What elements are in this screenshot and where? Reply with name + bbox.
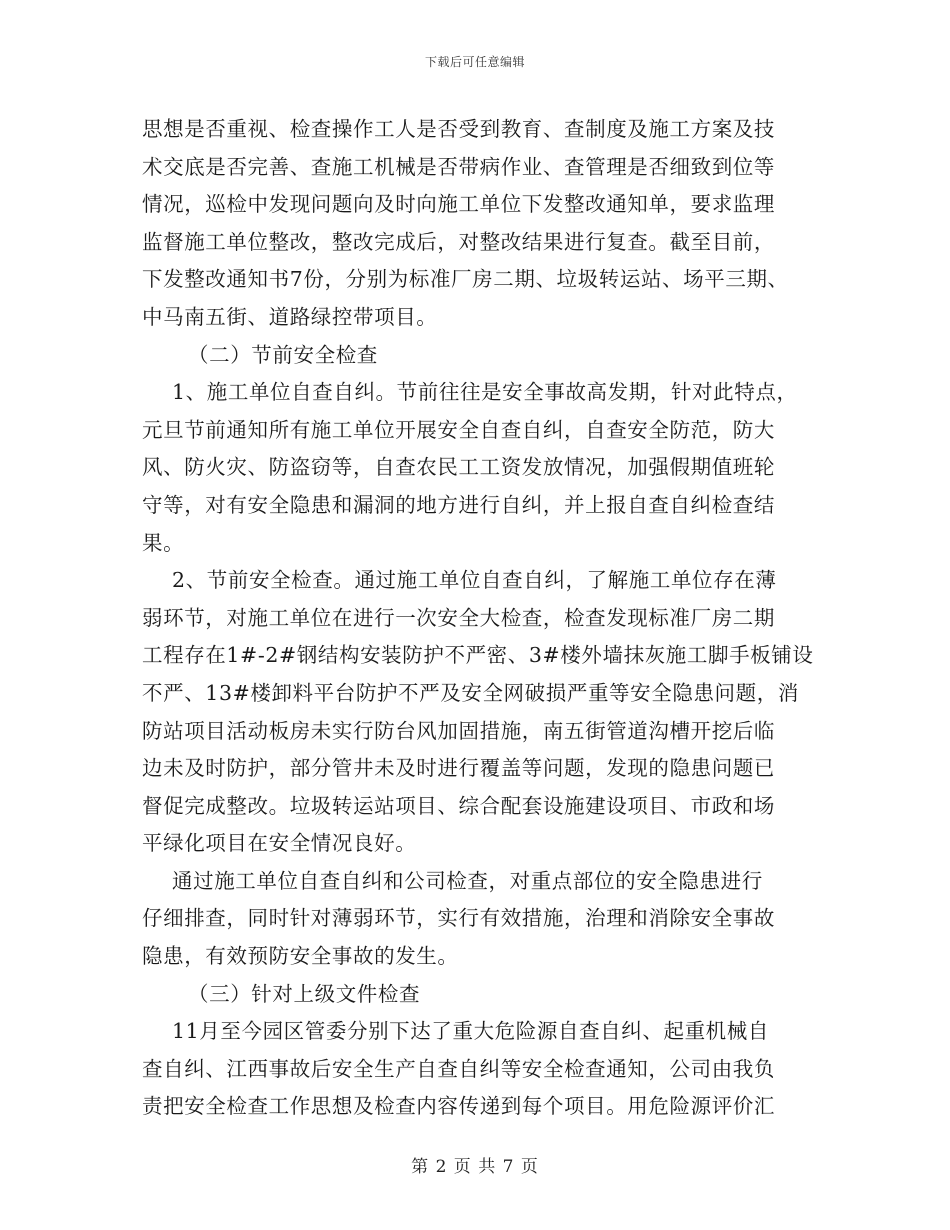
text-line: 监督施工单位整改，整改完成后，对整改结果进行复查。截至目前， [142,229,775,254]
text-line: 通过施工单位自查自纠和公司检查，对重点部位的安全隐患进行 [172,868,763,893]
text-line: 果。 [142,530,185,555]
text-line: 查自纠、江西事故后安全生产自查自纠等安全检查通知，公司由我负 [142,1056,775,1081]
document-body [142,111,828,1126]
text-line: 工程存在1#-2#钢结构安装防护不严密、3#楼外墙抹灰施工脚手板铺设 [142,643,814,668]
text-line: 隐患，有效预防安全事故的发生。 [142,944,459,969]
text-line: 11月至今园区管委分别下达了重大危险源自查自纠、起重机械自 [172,1019,769,1044]
text-line: 责把安全检查工作思想及检查内容传递到每个项目。用危险源评价汇 [142,1094,775,1119]
text-line: 风、防火灾、防盗窃等，自查农民工工资发放情况，加强假期值班轮 [142,455,775,480]
text-line: 仔细排查，同时针对薄弱环节，实行有效措施，治理和消除安全事故 [142,906,775,931]
text-line: 守等，对有安全隐患和漏洞的地方进行自纠，并上报自查自纠检查结 [142,492,775,517]
text-line: （三）针对上级文件检查 [188,981,421,1006]
text-line: 下发整改通知书7份，分别为标准厂房二期、垃圾转运站、场平三期、 [142,267,789,292]
page-number: 第 2 页 共 7 页 [411,1157,539,1177]
text-line: 1、施工单位自查自纠。节前往往是安全事故高发期，针对此特点， [172,380,798,405]
text-line: 情况，巡检中发现问题向及时向施工单位下发整改通知单，要求监理 [142,192,775,217]
text-line: 2、节前安全检查。通过施工单位自查自纠，了解施工单位存在薄 [172,568,777,593]
text-line: 督促完成整改。垃圾转运站项目、综合配套设施建设项目、市政和场 [142,793,775,818]
text-line: 中马南五街、道路绿控带项目。 [142,304,438,329]
text-line: 弱环节，对施工单位在进行一次安全大检查，检查发现标准厂房二期 [142,605,775,630]
page-header: 下载后可任意编辑 [424,55,525,69]
text-line: 平绿化项目在安全情况良好。 [142,831,417,856]
text-line: 防站项目活动板房未实行防台风加固措施，南五街管道沟槽开挖后临 [142,718,775,743]
text-line: 思想是否重视、检查操作工人是否受到教育、查制度及施工方案及技 [142,117,775,141]
text-line: 元旦节前通知所有施工单位开展安全自查自纠，自查安全防范，防大 [142,417,775,442]
text-line: 术交底是否完善、查施工机械是否带病作业、查管理是否细致到位等 [142,154,775,179]
text-line: （二）节前安全检查 [188,342,378,367]
text-line: 不严、13#楼卸料平台防护不严及安全网破损严重等安全隐患问题，消 [142,680,799,705]
text-line: 边未及时防护，部分管井未及时进行覆盖等问题，发现的隐患问题已 [142,756,775,781]
